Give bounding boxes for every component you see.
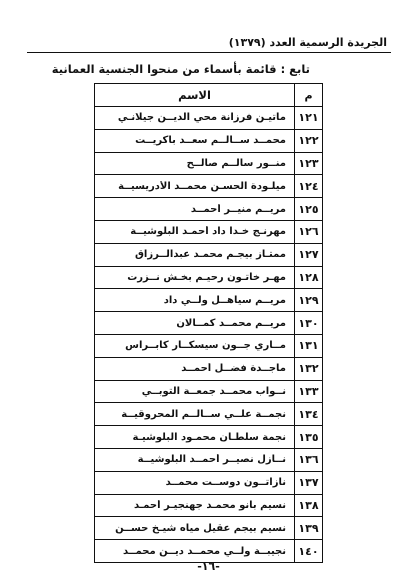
row-number: ١٢٢ bbox=[294, 130, 322, 152]
table-row bbox=[95, 334, 322, 357]
row-number: ١٣٨ bbox=[294, 495, 322, 517]
gazette-header-title: الجريدة الرسمية العدد (١٣٧٩) bbox=[228, 36, 387, 49]
table-row bbox=[95, 197, 322, 220]
table-row bbox=[95, 220, 322, 243]
table-row bbox=[95, 288, 322, 311]
row-name: نسيم بانو محمـد جهنجيـر أحمـد bbox=[134, 499, 286, 511]
table-row bbox=[95, 152, 322, 175]
row-number: ١٢٣ bbox=[294, 153, 322, 175]
row-number: ١٤٠ bbox=[294, 540, 322, 562]
row-name: نــازل نصيــر أحمــد البلوشيــة bbox=[137, 454, 286, 466]
row-number: ١٣١ bbox=[294, 335, 322, 357]
gazette-header bbox=[27, 34, 391, 54]
row-number: ١٢٨ bbox=[294, 267, 322, 289]
row-number: ١٢٩ bbox=[294, 289, 322, 311]
row-name: نــواب محمــد جمعــة التوبــي bbox=[141, 385, 286, 397]
row-name: نجمة سلطـان محمـود البلوشيـة bbox=[132, 431, 286, 443]
row-name: نازاتــون دوســت محمــد bbox=[165, 477, 286, 489]
row-name: مريــم محمــد كمــالان bbox=[176, 317, 286, 329]
table-row bbox=[95, 311, 322, 334]
row-number: ١٢١ bbox=[294, 107, 322, 129]
row-name: نجمــة علــي ســالــم المحروقيــة bbox=[121, 408, 286, 420]
row-name: مهرنـج خـدا داد أحمـد البلوشيــة bbox=[130, 226, 286, 238]
table-row bbox=[95, 539, 322, 562]
row-name: مــاري جــون سيسكــار كابــراس bbox=[125, 340, 286, 352]
table-row bbox=[95, 494, 322, 517]
table-header-row bbox=[95, 84, 322, 106]
row-number: ١٢٤ bbox=[294, 175, 322, 197]
table-row bbox=[95, 266, 322, 289]
row-number: ١٣٧ bbox=[294, 472, 322, 494]
row-name: ماجــدة فضــل أحمــد bbox=[181, 363, 286, 375]
list-title: تابع : قائمة بأسماء من منحوا الجنسية العمانية bbox=[51, 62, 310, 76]
row-number: ١٣٢ bbox=[294, 358, 322, 380]
row-number: ١٢٧ bbox=[294, 244, 322, 266]
table-row bbox=[95, 243, 322, 266]
row-number: ١٣٠ bbox=[294, 312, 322, 334]
table-row bbox=[95, 174, 322, 197]
row-number: ١٣٣ bbox=[294, 381, 322, 403]
table-row bbox=[95, 448, 322, 471]
row-name: ماتيـن فرزانة محي الديــن جيلانـي bbox=[117, 112, 286, 124]
row-name: نجيبــة ولــي محمــد ديــن محمــد bbox=[122, 545, 286, 557]
table-row bbox=[95, 357, 322, 380]
table-row bbox=[95, 402, 322, 425]
row-number: ١٣٤ bbox=[294, 403, 322, 425]
row-number: ١٢٦ bbox=[294, 221, 322, 243]
table-row bbox=[95, 380, 322, 403]
row-name: مريــم سياهــل ولــي داد bbox=[163, 294, 286, 306]
row-number: ١٣٩ bbox=[294, 517, 322, 539]
row-name: منــور سالــم صالــح bbox=[186, 157, 286, 169]
row-name: ممتـاز بيجـم محمـد عبدالــرزاق bbox=[134, 249, 286, 261]
header-divider bbox=[27, 52, 391, 53]
row-name: مهـر خاتـون رحيـم بخـش نــزرت bbox=[127, 271, 286, 283]
table-row bbox=[95, 129, 322, 152]
column-header-name: الاسم bbox=[178, 88, 211, 102]
table-body bbox=[95, 106, 322, 562]
table-row bbox=[95, 425, 322, 448]
row-name: محمــد ســالــم سعــد باكريــت bbox=[135, 135, 286, 147]
row-name: مريــم منيــر أحمــد bbox=[190, 203, 286, 215]
table-row bbox=[95, 471, 322, 494]
table-row bbox=[95, 106, 322, 129]
row-name: ميلـودة الحسـن محمــد الأدريسيــة bbox=[118, 180, 286, 192]
page-number: -١٦- bbox=[197, 560, 220, 573]
row-name: نسيم بيجم عقيل مياه شيـخ حســن bbox=[115, 522, 286, 534]
column-header-number: م bbox=[294, 84, 322, 106]
row-number: ١٢٥ bbox=[294, 198, 322, 220]
row-number: ١٣٦ bbox=[294, 449, 322, 471]
names-table bbox=[94, 83, 323, 563]
row-number: ١٣٥ bbox=[294, 426, 322, 448]
table-row bbox=[95, 516, 322, 539]
